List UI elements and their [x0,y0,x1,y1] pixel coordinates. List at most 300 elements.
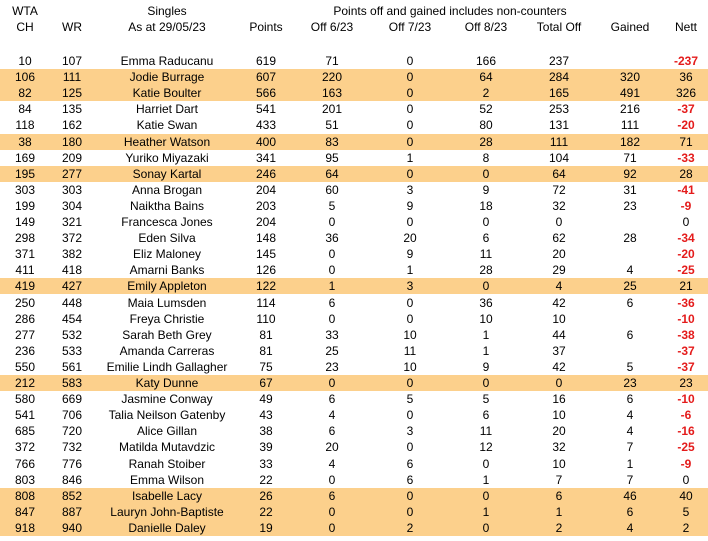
cell-gained: 6 [626,392,634,407]
cell-points: 433 [255,118,277,133]
cell-gained: 491 [619,86,641,101]
cell-wr: 321 [61,215,83,229]
table-row [0,182,708,198]
cell-off-7: 0 [406,102,414,117]
cell-gained: 216 [619,102,641,117]
cell-points: 566 [255,86,277,101]
cell-off-8: 0 [482,279,490,294]
cell-total-off: 165 [548,86,570,101]
cell-off-8: 1 [482,472,490,487]
cell-nett: -25 [677,263,695,278]
header-date: As at 29/05/23 [128,20,206,34]
table-row [0,407,708,423]
cell-off-8: 9 [482,182,490,197]
cell-points: 246 [255,166,277,181]
cell-off-7: 3 [406,424,414,439]
cell-off-7: 0 [406,54,414,68]
cell-off-8: 8 [482,150,490,165]
cell-wr: 107 [61,54,83,68]
header-singles: Singles [147,4,187,18]
cell-total-off: 1 [555,504,563,519]
table-row [0,391,708,407]
cell-total-off: 111 [549,134,569,149]
cell-total-off: 237 [548,54,570,68]
cell-gained: 320 [619,70,641,85]
table-row [0,311,708,327]
header-off-6: Off 6/23 [310,20,354,34]
cell-ch: 84 [18,102,32,117]
cell-off-8: 0 [482,520,490,535]
cell-nett: 71 [679,134,693,149]
header-off-7: Off 7/23 [388,20,432,34]
cell-gained: 111 [620,118,640,133]
cell-points: 49 [259,392,273,407]
cell-name: Talia Neilson Gatenby [108,408,226,423]
cell-name: Eliz Maloney [132,247,202,262]
cell-off-8: 1 [482,504,490,519]
cell-name: Danielle Daley [128,520,206,535]
cell-off-8: 52 [479,102,493,117]
cell-nett: -20 [677,247,695,262]
cell-off-8: 6 [482,408,490,423]
cell-name: Harriet Dart [135,102,198,117]
cell-points: 203 [255,198,277,213]
cell-off-7: 0 [406,440,414,455]
cell-gained: 6 [626,327,634,342]
cell-points: 607 [255,70,277,85]
cell-off-6: 6 [328,488,336,503]
cell-ch: 803 [14,472,36,487]
cell-ch: 766 [14,456,36,471]
cell-wr: 277 [61,166,83,181]
table-row [0,117,708,133]
cell-off-8: 64 [479,70,493,85]
table-row [0,295,708,311]
cell-off-8: 1 [482,327,490,342]
cell-ch: 541 [14,408,36,423]
cell-nett: 0 [682,472,690,487]
header-nett: Nett [674,20,697,34]
cell-ch: 847 [14,504,36,519]
cell-off-7: 10 [403,327,417,342]
cell-off-7: 0 [406,504,414,519]
cell-points: 75 [259,359,273,374]
cell-points: 33 [259,456,273,471]
cell-ch: 550 [14,359,36,374]
cell-wr: 427 [61,279,83,294]
cell-name: Emma Wilson [129,472,204,487]
cell-nett: 2 [682,520,690,535]
cell-gained [596,214,664,230]
cell-name: Katie Swan [136,118,198,133]
cell-off-7: 0 [406,311,414,326]
cell-off-7: 5 [406,392,414,407]
cell-off-6: 0 [328,472,336,487]
cell-off-8: 0 [482,488,490,503]
cell-ch: 286 [14,311,36,326]
cell-gained: 4 [626,520,634,535]
cell-points: 204 [255,182,277,197]
cell-nett: -10 [677,392,695,407]
cell-nett: -9 [680,456,692,471]
cell-total-off: 10 [552,408,566,423]
cell-off-8: 28 [479,134,493,149]
cell-wr: 776 [61,456,83,471]
cell-off-8: 11 [479,247,493,262]
cell-gained: 25 [623,279,637,294]
cell-off-7: 0 [406,215,414,229]
cell-ch: 199 [14,198,36,213]
cell-total-off: 10 [552,311,566,326]
cell-total-off: 7 [555,472,563,487]
cell-gained: 5 [626,359,634,374]
cell-wr: 561 [61,359,83,374]
cell-wr: 303 [61,182,83,197]
cell-total-off: 0 [555,376,563,390]
cell-gained: 7 [626,440,634,455]
cell-off-6: 5 [328,198,336,213]
header-total-off: Total Off [536,20,582,34]
cell-off-7: 0 [406,134,414,149]
cell-ch: 685 [14,424,36,439]
cell-ch: 106 [14,70,36,85]
cell-points: 122 [255,279,277,294]
cell-name: Jodie Burrage [129,70,205,85]
cell-ch: 212 [14,376,36,390]
cell-total-off: 29 [552,263,566,278]
cell-nett: -237 [673,54,699,68]
cell-ch: 580 [14,392,36,407]
cell-off-7: 3 [406,279,414,294]
cell-off-6: 0 [328,215,336,229]
table-row [0,246,708,262]
cell-off-6: 6 [328,295,336,310]
cell-off-7: 20 [403,231,417,246]
cell-off-6: 0 [328,520,336,535]
cell-name: Emily Appleton [127,279,207,294]
cell-gained: 1 [626,456,634,471]
cell-off-6: 0 [328,263,336,278]
table-row [0,327,708,343]
cell-off-8: 9 [482,359,490,374]
cell-ch: 918 [14,520,36,535]
cell-wr: 720 [61,424,83,439]
cell-off-7: 3 [406,182,414,197]
cell-points: 67 [259,376,273,390]
cell-total-off: 20 [552,424,566,439]
cell-wr: 125 [61,86,83,101]
table-row [0,166,708,182]
cell-points: 43 [259,408,273,423]
cell-wr: 448 [61,295,83,310]
cell-gained: 23 [623,198,637,213]
cell-ch: 149 [14,215,36,229]
cell-off-8: 10 [479,311,493,326]
table-row [0,343,708,359]
cell-total-off: 253 [548,102,570,117]
cell-nett: -41 [677,182,695,197]
cell-gained: 4 [626,408,634,423]
cell-off-6: 201 [321,102,343,117]
cell-gained: 6 [626,295,634,310]
cell-off-6: 0 [328,504,336,519]
cell-total-off: 2 [555,520,563,535]
cell-ch: 82 [18,86,32,101]
cell-off-6: 4 [328,408,336,423]
cell-off-7: 2 [406,520,414,535]
cell-gained [596,343,664,359]
cell-wr: 532 [61,327,83,342]
cell-off-7: 1 [406,263,414,278]
cell-points: 81 [259,343,273,358]
cell-ch: 236 [14,343,36,358]
cell-wr: 418 [61,263,83,278]
cell-points: 22 [259,504,273,519]
cell-name: Amanda Carreras [119,343,215,358]
cell-off-8: 1 [482,343,490,358]
cell-off-6: 36 [325,231,339,246]
cell-nett: -16 [677,424,695,439]
cell-off-6: 6 [328,392,336,407]
cell-name: Maia Lumsden [127,295,207,310]
cell-off-7: 0 [406,86,414,101]
cell-name: Amarni Banks [129,263,205,278]
header-off-8: Off 8/23 [464,20,508,34]
cell-off-6: 23 [325,359,339,374]
cell-wr: 669 [61,392,83,407]
cell-gained: 31 [623,182,637,197]
cell-points: 114 [256,295,276,310]
table-row [0,214,708,230]
table-row [0,472,708,488]
cell-total-off: 64 [552,166,566,181]
cell-nett: -34 [677,231,695,246]
cell-points: 81 [259,327,273,342]
cell-nett: -6 [680,408,692,423]
cell-ch: 303 [14,182,36,197]
table-row [0,520,708,536]
cell-ch: 195 [14,166,36,181]
cell-name: Emilie Lindh Gallagher [106,359,228,374]
cell-points: 26 [259,488,273,503]
cell-off-7: 9 [406,247,414,262]
cell-points: 400 [255,134,277,149]
cell-off-6: 64 [325,166,339,181]
cell-off-7: 10 [403,359,417,374]
cell-gained: 92 [623,166,637,181]
cell-nett: -37 [677,343,695,358]
cell-total-off: 32 [552,440,566,455]
cell-off-8: 28 [479,263,493,278]
table-row [0,150,708,166]
cell-total-off: 0 [555,215,563,229]
cell-ch: 277 [14,327,36,342]
cell-nett: 40 [679,488,693,503]
cell-off-7: 0 [406,70,414,85]
cell-total-off: 44 [552,327,566,342]
header-points: Points [249,20,283,34]
table-row [0,423,708,439]
cell-off-8: 0 [482,166,490,181]
cell-total-off: 10 [552,456,566,471]
cell-points: 541 [255,102,277,117]
cell-wr: 304 [61,198,83,213]
cell-nett: 23 [679,376,693,390]
cell-nett: -37 [677,359,695,374]
header-ch: CH [16,20,34,34]
cell-gained: 46 [623,488,637,503]
cell-total-off: 6 [555,488,563,503]
header-note: Points off and gained includes non-counters [333,4,567,18]
table-row [0,439,708,455]
cell-off-7: 1 [406,150,414,165]
cell-ch: 169 [14,150,36,165]
cell-off-6: 4 [328,456,336,471]
cell-name: Sarah Beth Grey [122,327,212,342]
cell-nett: -25 [677,440,695,455]
cell-off-8: 36 [479,295,493,310]
cell-points: 22 [259,472,273,487]
table-row [0,230,708,246]
cell-off-6: 220 [321,70,343,85]
cell-total-off: 131 [548,118,570,133]
cell-total-off: 104 [548,150,570,165]
cell-name: Heather Watson [123,134,211,149]
cell-off-7: 9 [406,198,414,213]
cell-wr: 209 [61,150,83,165]
cell-off-8: 0 [482,215,490,229]
cell-total-off: 4 [555,279,563,294]
cell-off-8: 11 [479,424,493,439]
cell-nett: 36 [679,70,693,85]
cell-nett: 28 [679,166,693,181]
cell-total-off: 16 [552,392,566,407]
header-gained: Gained [610,20,650,34]
cell-off-6: 0 [328,247,336,262]
table-row [0,134,708,150]
cell-total-off: 62 [552,231,566,246]
cell-off-6: 20 [325,440,339,455]
cell-wr: 180 [61,134,83,149]
cell-wr: 732 [61,440,83,455]
cell-off-6: 0 [328,311,336,326]
cell-gained: 4 [626,424,634,439]
cell-total-off: 284 [548,70,570,85]
cell-wr: 454 [61,311,83,326]
cell-points: 204 [255,215,277,229]
cell-gained: 4 [626,263,634,278]
cell-wr: 846 [61,472,83,487]
table-row [0,101,708,117]
cell-off-6: 6 [328,424,336,439]
cell-name: Katie Boulter [132,86,202,101]
cell-points: 19 [259,520,273,535]
cell-off-7: 0 [406,118,414,133]
cell-off-6: 163 [321,86,343,101]
cell-total-off: 72 [552,182,566,197]
cell-name: Naiktha Bains [129,198,205,213]
table-row [0,456,708,472]
cell-points: 38 [259,424,273,439]
cell-off-8: 0 [482,376,490,390]
cell-points: 145 [255,247,277,262]
cell-wr: 162 [61,118,83,133]
cell-off-8: 166 [475,54,497,68]
table-row [0,488,708,504]
cell-points: 619 [255,54,277,68]
cell-name: Matilda Mutavdzic [118,440,216,455]
cell-nett: -33 [677,150,695,165]
cell-off-8: 2 [482,86,490,101]
cell-ch: 250 [14,295,36,310]
cell-off-8: 80 [479,118,493,133]
cell-wr: 852 [61,488,83,503]
cell-wr: 533 [61,343,83,358]
header-wta: WTA [12,4,38,18]
cell-name: Sonay Kartal [132,166,202,181]
cell-ch: 10 [18,54,32,68]
cell-name: Katy Dunne [135,376,199,390]
cell-off-7: 0 [406,376,414,390]
cell-points: 148 [255,231,277,246]
cell-gained: 6 [626,504,634,519]
cell-off-6: 83 [325,134,339,149]
cell-total-off: 37 [552,343,566,358]
cell-wr: 111 [62,70,82,85]
cell-wr: 940 [61,520,83,535]
table-row [0,85,708,101]
cell-gained: 7 [626,472,634,487]
cell-name: Francesca Jones [121,215,213,229]
cell-wr: 135 [61,102,83,117]
cell-name: Emma Raducanu [120,54,214,68]
cell-off-6: 1 [328,279,336,294]
cell-nett: -10 [677,311,695,326]
cell-wr: 382 [61,247,83,262]
cell-nett: -36 [677,295,695,310]
cell-ch: 118 [15,118,35,133]
cell-off-7: 6 [406,472,414,487]
table-row [0,359,708,375]
cell-wr: 887 [61,504,83,519]
cell-points: 39 [259,440,273,455]
cell-name: Lauryn John-Baptiste [110,504,224,519]
cell-ch: 808 [14,488,36,503]
table-row [0,375,708,391]
cell-gained: 182 [619,134,641,149]
cell-off-6: 95 [325,150,339,165]
cell-off-6: 60 [325,182,339,197]
cell-gained: 23 [623,376,637,390]
cell-gained: 28 [623,231,637,246]
header-row [0,19,708,35]
cell-wr: 706 [61,408,83,423]
table-row [0,278,708,294]
cell-ch: 38 [18,134,32,149]
cell-gained [596,246,664,262]
cell-off-7: 6 [406,456,414,471]
cell-gained [596,311,664,327]
cell-gained [596,53,664,69]
cell-wr: 583 [61,376,83,390]
cell-nett: 326 [675,86,697,101]
cell-nett: -20 [677,118,695,133]
cell-off-8: 0 [482,456,490,471]
table-row [0,53,708,69]
cell-ch: 372 [14,440,36,455]
cell-name: Anna Brogan [131,182,203,197]
cell-total-off: 42 [552,359,566,374]
